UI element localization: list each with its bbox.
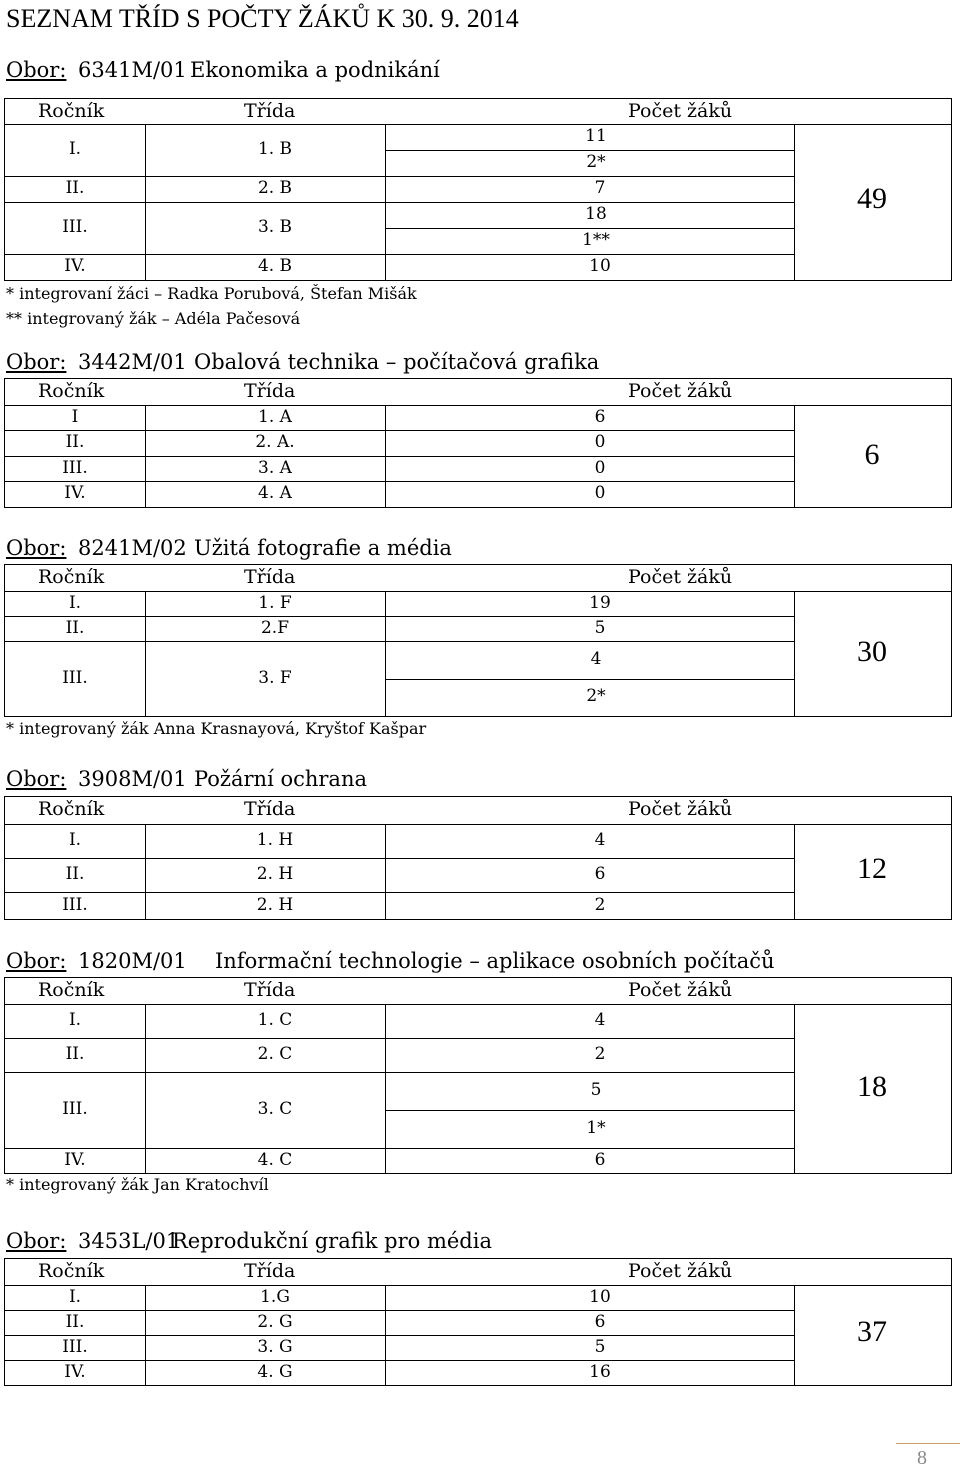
- table-rule: [385, 679, 794, 680]
- table-rule: [145, 481, 146, 507]
- table-rule: [951, 378, 952, 507]
- row-rocnik: IV.: [64, 1361, 86, 1382]
- table-rule: [4, 824, 952, 825]
- table-rule: [4, 176, 5, 202]
- table-rule: [145, 1038, 146, 1072]
- table-rule: [4, 858, 794, 859]
- table-rule: [4, 98, 952, 99]
- header-pocet: Počet žáků: [628, 380, 733, 402]
- obor-code: 1820M/01: [78, 949, 187, 973]
- table-rule: [145, 254, 146, 280]
- row-rocnik: I.: [68, 830, 82, 850]
- table-rule: [385, 1360, 386, 1385]
- obor-name: Užitá fotografie a média: [194, 536, 452, 560]
- row-rocnik: III.: [62, 667, 88, 688]
- table-rule: [4, 378, 5, 405]
- table-rule: [951, 98, 952, 280]
- table-rule: [4, 280, 794, 281]
- table-rule: [4, 616, 794, 617]
- row-count: 0: [594, 432, 606, 452]
- table-rule: [4, 1173, 794, 1174]
- table-rule: [145, 1072, 146, 1148]
- table-rule: [145, 858, 146, 892]
- table-rule: [4, 796, 5, 824]
- table-rule: [385, 1110, 794, 1111]
- table-rule: [385, 430, 386, 456]
- table-rule: [951, 564, 952, 716]
- row-count-integrated: 2*: [586, 152, 606, 172]
- row-trida: 4. B: [257, 256, 293, 276]
- table-rule: [145, 430, 146, 456]
- table-rule: [145, 641, 146, 716]
- table-rule: [4, 1148, 794, 1149]
- row-count: 6: [594, 1149, 606, 1170]
- table-rule: [385, 176, 386, 202]
- row-trida: 2. G: [257, 1311, 293, 1332]
- table-rule: [145, 1148, 146, 1173]
- table-rule: [4, 124, 952, 125]
- table-rule: [794, 1285, 795, 1385]
- table-rule: [385, 1335, 386, 1360]
- row-rocnik: II.: [65, 432, 85, 452]
- table-rule: [4, 1258, 952, 1259]
- obor-code: 3442M/01: [78, 350, 187, 374]
- row-trida: 2. A.: [255, 432, 295, 452]
- table-rule: [145, 456, 146, 481]
- obor-label: Obor:: [6, 1229, 67, 1253]
- table-rule: [385, 254, 386, 280]
- table-rule: [4, 591, 5, 616]
- header-pocet: Počet žáků: [628, 100, 733, 122]
- row-count: 5: [590, 1080, 602, 1100]
- table-rule: [385, 824, 386, 858]
- table-rule: [4, 1038, 5, 1072]
- obor-label: Obor:: [6, 58, 67, 82]
- table-rule: [385, 456, 386, 481]
- header-rocnik: Ročník: [38, 1260, 105, 1282]
- table-rule: [4, 1004, 5, 1038]
- table-rule: [4, 1360, 794, 1361]
- table-rule: [385, 1285, 386, 1310]
- table-rule: [794, 1385, 952, 1386]
- obor-code: 8241M/02: [78, 536, 187, 560]
- header-pocet: Počet žáků: [628, 566, 733, 588]
- row-trida: 2. B: [257, 178, 293, 198]
- table-rule: [4, 977, 952, 978]
- table-rule: [385, 858, 386, 892]
- table-rule: [4, 1335, 5, 1360]
- table-rule: [145, 1310, 146, 1335]
- row-rocnik: I: [71, 406, 79, 427]
- table-rule: [4, 507, 794, 508]
- table-rule: [4, 430, 794, 431]
- table-rule: [4, 1072, 794, 1073]
- table-rule: [145, 1335, 146, 1360]
- header-pocet: Počet žáků: [628, 798, 733, 820]
- table-rule: [145, 405, 146, 430]
- table-rule: [4, 456, 794, 457]
- table-rule: [4, 977, 5, 1004]
- table-rule: [4, 1285, 952, 1286]
- table-rule: [145, 1285, 146, 1310]
- row-count: 4: [594, 1010, 606, 1030]
- row-count: 16: [589, 1361, 611, 1382]
- row-trida: 2. H: [256, 864, 294, 884]
- table-rule: [4, 1285, 5, 1310]
- row-rocnik: II.: [65, 178, 85, 198]
- row-count: 5: [594, 617, 606, 638]
- table-rule: [4, 1385, 794, 1386]
- table-rule: [4, 202, 5, 254]
- table-rule: [4, 591, 952, 592]
- table-rule: [385, 228, 794, 229]
- obor-name: Ekonomika a podnikání: [190, 58, 440, 82]
- table-rule: [4, 430, 5, 456]
- row-trida: 4. C: [257, 1149, 293, 1170]
- header-trida: Třída: [244, 1260, 296, 1282]
- row-trida: 3. A: [258, 457, 292, 478]
- table-rule: [4, 1148, 5, 1173]
- table-rule: [4, 481, 794, 482]
- table-rule: [4, 564, 5, 591]
- row-rocnik: III.: [62, 217, 88, 237]
- row-count: 6: [594, 406, 606, 427]
- table-rule: [385, 150, 794, 151]
- row-count: 10: [589, 256, 611, 276]
- row-count: 5: [594, 1336, 606, 1357]
- table-rule: [385, 1038, 386, 1072]
- row-trida: 3. G: [257, 1336, 293, 1357]
- row-trida: 1. A: [258, 406, 292, 427]
- page-number: 8: [917, 1447, 927, 1469]
- section-total: 18: [857, 1070, 887, 1103]
- header-trida: Třída: [244, 566, 296, 588]
- row-count: 11: [585, 126, 607, 146]
- row-count: 6: [594, 1311, 606, 1332]
- table-rule: [145, 202, 146, 254]
- table-rule: [4, 716, 794, 717]
- table-rule: [4, 919, 794, 920]
- row-rocnik: II.: [65, 617, 85, 638]
- table-rule: [4, 796, 952, 797]
- table-rule: [4, 858, 5, 892]
- table-rule: [4, 641, 794, 642]
- table-rule: [4, 892, 5, 919]
- table-rule: [794, 1004, 795, 1173]
- row-rocnik: I.: [68, 592, 82, 613]
- table-rule: [794, 280, 952, 281]
- table-rule: [4, 202, 794, 203]
- integration-note: * integrovaní žáci – Radka Porubová, Štefan Mišák: [6, 284, 417, 303]
- table-rule: [145, 616, 146, 641]
- row-count: 4: [590, 648, 602, 669]
- row-rocnik: III.: [62, 1336, 88, 1357]
- table-rule: [145, 824, 146, 858]
- row-trida: 2.F: [260, 617, 289, 638]
- table-rule: [385, 405, 386, 430]
- row-trida: 3. B: [257, 217, 293, 237]
- integration-note: * integrovaný žák Jan Kratochvíl: [6, 1175, 269, 1194]
- row-count-integrated: 1*: [586, 1118, 606, 1138]
- row-rocnik: III.: [62, 457, 88, 478]
- table-rule: [4, 1310, 794, 1311]
- table-rule: [794, 1173, 952, 1174]
- integration-note: ** integrovaný žák – Adéla Pačesová: [6, 309, 301, 328]
- table-rule: [4, 641, 5, 716]
- table-rule: [4, 824, 5, 858]
- row-rocnik: I.: [68, 139, 82, 159]
- page-title: SEZNAM TŘÍD S POČTY ŽÁKŮ K 30. 9. 2014: [6, 4, 519, 33]
- row-count-integrated: 1**: [582, 230, 610, 250]
- table-rule: [4, 1335, 794, 1336]
- table-rule: [4, 98, 5, 124]
- table-rule: [794, 124, 795, 280]
- table-rule: [385, 1310, 386, 1335]
- section-total: 49: [857, 182, 887, 215]
- row-count: 0: [594, 483, 606, 503]
- table-rule: [145, 1004, 146, 1038]
- section-total: 30: [857, 635, 887, 668]
- obor-code: 3908M/01: [78, 767, 187, 791]
- row-trida: 1.G: [260, 1286, 290, 1307]
- page-number-rule: [896, 1443, 960, 1444]
- header-trida: Třída: [244, 979, 296, 1001]
- table-rule: [145, 124, 146, 176]
- row-rocnik: II.: [65, 1044, 85, 1064]
- table-rule: [794, 405, 795, 507]
- obor-code: 6341M/01: [78, 58, 187, 82]
- row-trida: 1. F: [258, 592, 292, 613]
- table-rule: [385, 481, 386, 507]
- row-rocnik: III.: [62, 1099, 88, 1119]
- header-trida: Třída: [244, 380, 296, 402]
- table-rule: [4, 124, 5, 176]
- section-total: 6: [864, 438, 880, 471]
- row-count-integrated: 2*: [586, 686, 606, 707]
- obor-name: Reprodukční grafik pro média: [172, 1229, 492, 1253]
- row-count: 18: [585, 204, 607, 224]
- integration-note: * integrovaný žák Anna Krasnayová, Kryštof Kašpar: [6, 719, 427, 738]
- row-rocnik: IV.: [64, 483, 86, 503]
- header-rocnik: Ročník: [38, 566, 105, 588]
- row-count: 7: [594, 178, 606, 198]
- table-rule: [4, 1004, 952, 1005]
- row-rocnik: II.: [65, 864, 85, 884]
- row-trida: 3. C: [257, 1099, 293, 1119]
- row-trida: 4. A: [258, 483, 292, 503]
- row-trida: 2. H: [256, 894, 294, 915]
- obor-name: Informační technologie – aplikace osobních počítačů: [215, 949, 775, 973]
- table-rule: [385, 591, 386, 616]
- table-rule: [145, 1360, 146, 1385]
- table-rule: [4, 254, 794, 255]
- header-rocnik: Ročník: [38, 100, 105, 122]
- table-rule: [4, 405, 952, 406]
- header-trida: Třída: [244, 798, 296, 820]
- obor-label: Obor:: [6, 350, 67, 374]
- table-rule: [951, 1258, 952, 1385]
- row-count: 6: [594, 864, 606, 884]
- table-rule: [794, 919, 952, 920]
- table-rule: [4, 456, 5, 481]
- obor-name: Obalová technika – počítačová grafika: [194, 350, 600, 374]
- table-rule: [951, 977, 952, 1173]
- table-rule: [385, 616, 386, 641]
- table-rule: [385, 1148, 386, 1173]
- row-rocnik: I.: [68, 1286, 82, 1307]
- table-rule: [794, 824, 795, 919]
- obor-label: Obor:: [6, 949, 67, 973]
- table-rule: [4, 254, 5, 280]
- row-count: 10: [589, 1286, 611, 1307]
- table-rule: [385, 892, 386, 919]
- obor-code: 3453L/01: [78, 1229, 180, 1253]
- row-rocnik: I.: [68, 1010, 82, 1030]
- table-rule: [4, 1258, 5, 1285]
- row-count: 4: [594, 830, 606, 850]
- table-rule: [4, 1072, 5, 1148]
- row-rocnik: II.: [65, 1311, 85, 1332]
- row-trida: 1. B: [257, 139, 293, 159]
- header-pocet: Počet žáků: [628, 979, 733, 1001]
- table-rule: [145, 176, 146, 202]
- table-rule: [794, 716, 952, 717]
- obor-name: Požární ochrana: [194, 767, 367, 791]
- table-rule: [4, 616, 5, 641]
- row-count: 0: [594, 457, 606, 478]
- header-pocet: Počet žáků: [628, 1260, 733, 1282]
- row-count: 2: [594, 894, 606, 915]
- row-trida: 2. C: [257, 1044, 293, 1064]
- section-total: 37: [857, 1315, 887, 1348]
- row-count: 19: [589, 592, 611, 613]
- row-count: 2: [594, 1044, 606, 1064]
- header-trida: Třída: [244, 100, 296, 122]
- table-rule: [145, 591, 146, 616]
- header-rocnik: Ročník: [38, 979, 105, 1001]
- row-trida: 1. C: [257, 1010, 293, 1030]
- header-rocnik: Ročník: [38, 380, 105, 402]
- row-rocnik: IV.: [64, 1149, 86, 1170]
- table-rule: [4, 481, 5, 507]
- obor-label: Obor:: [6, 767, 67, 791]
- row-trida: 1. H: [256, 830, 294, 850]
- table-rule: [4, 1360, 5, 1385]
- table-rule: [4, 405, 5, 430]
- table-rule: [4, 564, 952, 565]
- table-rule: [951, 796, 952, 919]
- row-rocnik: IV.: [64, 256, 86, 276]
- table-rule: [4, 1038, 794, 1039]
- header-rocnik: Ročník: [38, 798, 105, 820]
- table-rule: [4, 176, 794, 177]
- table-rule: [4, 892, 794, 893]
- row-trida: 4. G: [257, 1361, 293, 1382]
- table-rule: [145, 892, 146, 919]
- section-total: 12: [857, 852, 887, 885]
- table-rule: [4, 378, 952, 379]
- table-rule: [794, 507, 952, 508]
- row-rocnik: III.: [62, 894, 88, 915]
- table-rule: [385, 1004, 386, 1038]
- row-trida: 3. F: [258, 667, 292, 688]
- table-rule: [4, 1310, 5, 1335]
- table-rule: [794, 591, 795, 716]
- obor-label: Obor:: [6, 536, 67, 560]
